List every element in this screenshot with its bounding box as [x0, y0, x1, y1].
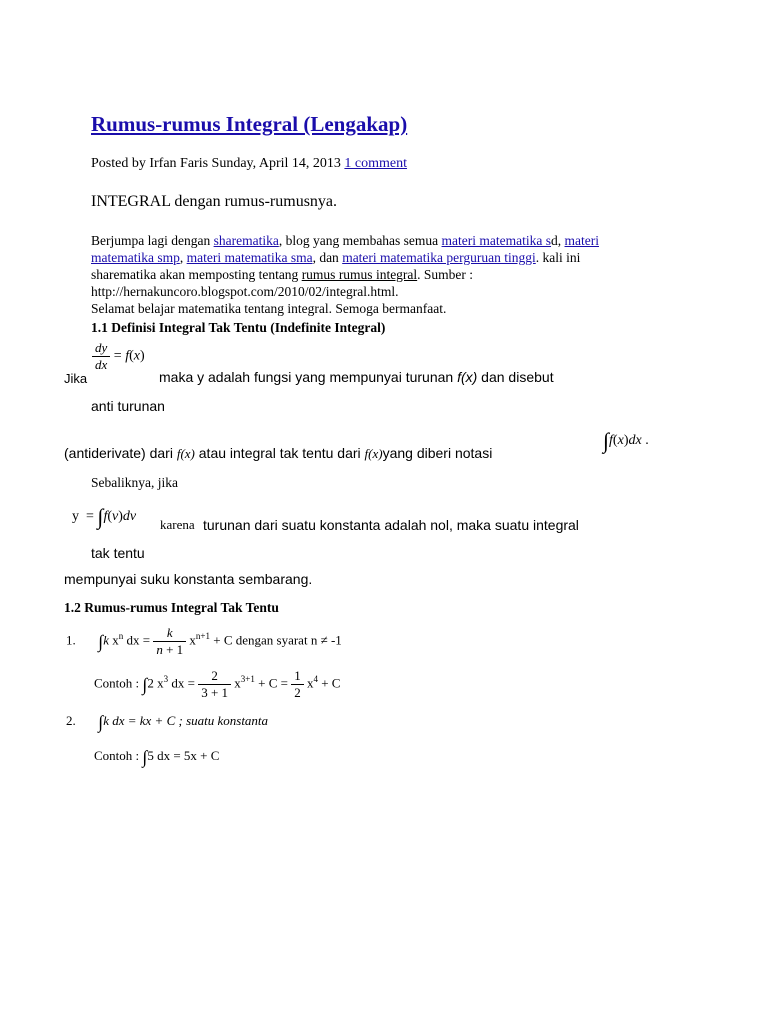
source-url: http://hernakuncoro.blogspot.com/2010/02/integral.html.	[91, 284, 399, 299]
formula-1: 1. ∫k $x^n$ dx = $\frac{k}{n + 1}$ $x^{n+1} + C$ dengan syarat n ≠ -1	[66, 625, 342, 657]
materi-pt-link[interactable]: materi matematika perguruan tinggi	[342, 250, 536, 265]
definition-line-1: maka y adalah fungsi yang mempunyai turunan f(x) dan disebut	[159, 369, 554, 385]
intro-paragraph	[91, 232, 599, 317]
formula-2: 2. ∫k dx = kx + C ; suatu konstanta	[66, 712, 269, 733]
intro-line-3: sharematika akan memposting tentang rumus rumus integral. Sumber :	[91, 267, 474, 282]
integral-notation: ∫f(x)dx .	[603, 428, 649, 453]
dy-dx-fraction: $\frac{dy}{dx}$	[92, 340, 110, 373]
y-integral-formula: y = ∫f(v)dv	[72, 504, 137, 529]
section-1-1-heading: 1.1 Definisi Integral Tak Tentu (Indefinite Integral)	[91, 320, 386, 335]
sebaliknya-text: Sebaliknya, jika	[91, 475, 178, 490]
example-1: Contoh : ∫2 $x^3$ dx = $\frac{2}{3 + 1}$ $x^{3+1} + C$ = $\frac{1}{2}$ $x^4 + C$	[94, 668, 341, 700]
antiderivate-line: (antiderivate) dari f(x) atau integral tak tentu dari f(x)yang diberi notasi	[64, 445, 493, 461]
derivative-formula: $\frac{dy}{dx}$ = f(x)	[92, 340, 145, 373]
post-meta	[91, 156, 407, 172]
materi-link[interactable]: materi	[564, 233, 599, 248]
definition-line-2: turunan dari suatu konstanta adalah nol, maka suatu integral	[203, 517, 579, 533]
sharematika-link[interactable]: sharematika	[213, 233, 279, 248]
comment-link[interactable]: 1 comment	[344, 156, 408, 171]
rumus-integral-link[interactable]: rumus rumus integral	[301, 267, 418, 282]
intro-line-1: Berjumpa lagi dengan sharematika, blog yang membahas semua materi matematika sd, materi	[91, 233, 599, 248]
karena-text: karena	[160, 517, 195, 532]
post-title-link[interactable]: Rumus-rumus Integral (Lengakap)	[91, 112, 408, 136]
example-2: Contoh : ∫5 dx = 5x + C	[94, 747, 220, 768]
posted-by-text: Posted by Irfan Faris Sunday, April 14, 2013	[91, 156, 341, 171]
jika-label: Jika	[64, 371, 88, 386]
section-1-2-heading: 1.2 Rumus-rumus Integral Tak Tentu	[64, 600, 279, 615]
closing-line: Selamat belajar matematika tentang integral. Semoga bermanfaat.	[91, 301, 447, 316]
anti-turunan-text: anti turunan	[91, 398, 165, 414]
konstanta-line: mempunyai suku konstanta sembarang.	[64, 571, 313, 587]
intro-heading: INTEGRAL dengan rumus-rumusnya.	[91, 193, 338, 210]
materi-sd-link[interactable]: materi matematika s	[441, 233, 552, 248]
tak-tentu-text: tak tentu	[91, 545, 145, 561]
intro-line-2: matematika smp, materi matematika sma, dan materi matematika perguruan tinggi. kali ini	[91, 250, 581, 265]
materi-sma-link[interactable]: materi matematika sma	[186, 250, 313, 265]
matematika-smp-link[interactable]: matematika smp	[91, 250, 180, 265]
